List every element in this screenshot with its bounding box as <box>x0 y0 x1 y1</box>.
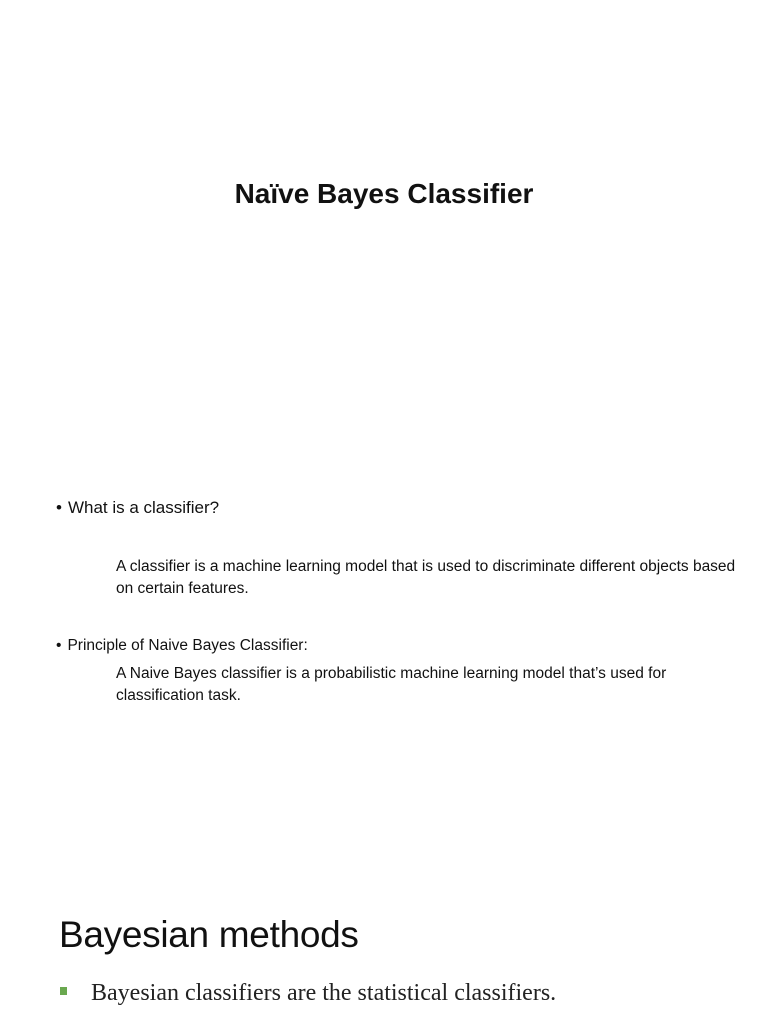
bullet-text: A Naive Bayes classifier is a probabilistic machine learning model that’s used for classification task. <box>116 665 667 704</box>
bullet-principle: • Principle of Naive Bayes Classifier: <box>56 637 308 654</box>
square-bullet-icon <box>60 987 67 995</box>
slide-title: Naïve Bayes Classifier <box>234 178 534 209</box>
slide-bayesian-methods <box>0 880 768 1024</box>
bullet-what-is-classifier: • What is a classifier? <box>56 498 220 517</box>
bullet-text: A classifier is a machine learning model that is used to discriminate different objects based on certain features. <box>116 558 736 597</box>
bullet-label: Principle of Naive Bayes Classifier: <box>67 637 308 654</box>
bullet-label: What is a classifier? <box>67 498 220 517</box>
slide-title: Bayesian methods <box>59 914 359 955</box>
bullet-text: Bayesian classifiers are the statistical classifiers. <box>91 980 557 1006</box>
bullet-item <box>60 980 556 1007</box>
